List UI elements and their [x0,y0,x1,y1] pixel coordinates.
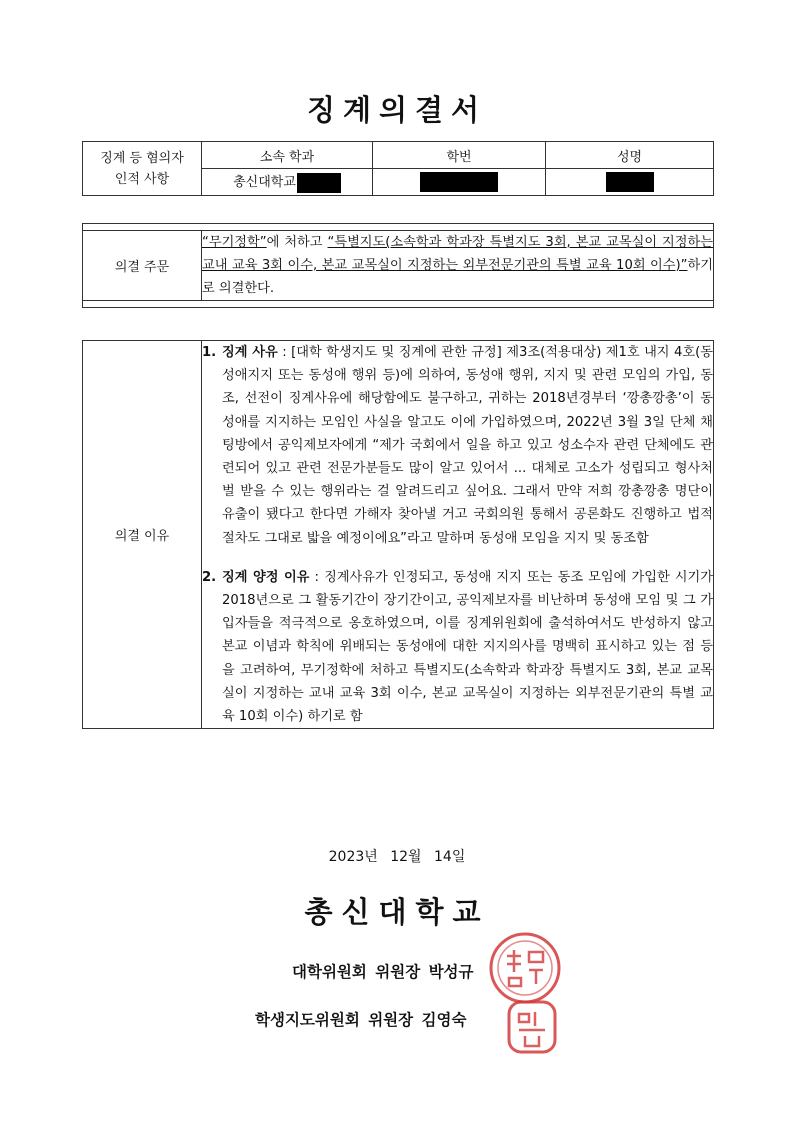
reason-item-1-heading: 징계 사유 [222,345,278,360]
reason-item-2-number: 2. [202,569,217,585]
department-cell [202,169,373,196]
redaction-department [297,173,341,193]
ruling-bottom-spacer [83,301,714,308]
reason-item-1-body [222,341,713,550]
issuer-name: 총신대학교 [304,895,490,929]
reason-item-2-text: : 징계사유가 인정되고, 동성애 지지 또는 동조 모임에 가입한 시기가 2018년으로 그 활동기간이 장기간이고, 공익제보자를 비난하며 동성애 모임 및 그 가입자들을 적극적으로 옹호하였으며, 이를 징계위원회에 출석하여서도 반성하지 않고 본교 이념과 학칙에 위배되는 동성애에 대한 지지의사를 명백히 표시하고 있는 점 등을 고려하여, 무기정학에 처하고 특별지도(소속학과 학과장 특별지도 3회, 본교 교목실이 지정하는 교내 교육 3회 이수, 본교 교목실이 지정하는 외부전문기관의 특별 교육 10회 이수) 하기로 함 [222,569,713,725]
document-title: 징계의결서 [306,93,488,127]
student-id-cell [373,169,546,196]
reason-item-1 [202,341,713,550]
ruling-part2: 에 처하고 [266,235,328,250]
reason-item-1-text: : [대학 학생지도 및 징계에 관한 규정] 제3조(적용대상) 제1호 내지 4호(동성애지지 또는 동성애 행위 등)에 의하여, 동성애 행위, 지지 및 관련 모임의 가입, 동조, 선전이 징계사유에 해당함에도 불구하고, 귀하는 2018년경부터 ‘깡총깡총’이 동성애를 지지하는 모임인 사실을 알고도 이에 가입하였으며, 2022년 3월 3일 단체 채팅방에서 공익제보자에게 “제가 국회에서 일을 하고 있고 성소수자 관련 단체에도 관련되어 있고 관련 전문가분들도 많이 알고 있어서 ... 대체로 고소가 성립되고 형사처벌 받을 수 있는 행위라는 걸 알려드리고 싶어요. 그래서 만약 저희 깡총깡총 명단이 유출이 됐다고 한다면 가해자 찾아낼 거고 국회의원 통해서 공론화도 진행하고 법적 절차도 그대로 밟을 예정이에요”라고 말하며 동성애 모임을 지지 및 동조함 [222,345,713,546]
redaction-student-id [420,172,498,192]
redaction-name [606,172,654,192]
name-cell [546,169,714,196]
ruling-text [202,231,714,301]
reasons-table [82,340,714,729]
header-department: 소속 학과 [202,142,373,169]
ruling-part4: 하기로 의결한다. [202,258,713,296]
reason-item-2 [202,566,713,728]
decision-date: 2023년 12월 14일 [328,849,466,865]
header-name: 성명 [546,142,714,169]
reasons-content [202,341,714,729]
signatory-1: 대학위원회 위원장 박성규 [292,963,474,981]
ruling-part3: “특별지도(소속학과 학과장 특별지도 3회, 본교 교목실이 지정하는 교내 교육 3회 이수, 본교 교목실이 지정하는 외부전문기관의 특별 교육 10회 이수)” [202,235,713,273]
person-section-label-text: 징계 등 혐의자 인적 사항 [100,150,184,187]
reason-item-2-heading: 징계 양정 이유 [222,569,310,585]
department-value: 총신대학교 [233,175,296,191]
header-student-id: 학번 [373,142,546,169]
reason-item-1-number: 1. [202,345,217,360]
person-info-table [82,141,714,196]
ruling-table [82,223,714,308]
reasons-label: 의결 이유 [83,341,202,729]
reason-item-2-body [222,566,713,728]
person-section-label [83,142,202,196]
ruling-label: 의결 주문 [83,231,202,301]
ruling-top-spacer [83,224,714,231]
seal-1-icon [485,928,565,1008]
seal-2-icon [505,998,559,1056]
ruling-part1: “무기정학” [202,235,267,250]
signatory-2: 학생지도위원회 위원장 김영숙 [255,1011,467,1029]
